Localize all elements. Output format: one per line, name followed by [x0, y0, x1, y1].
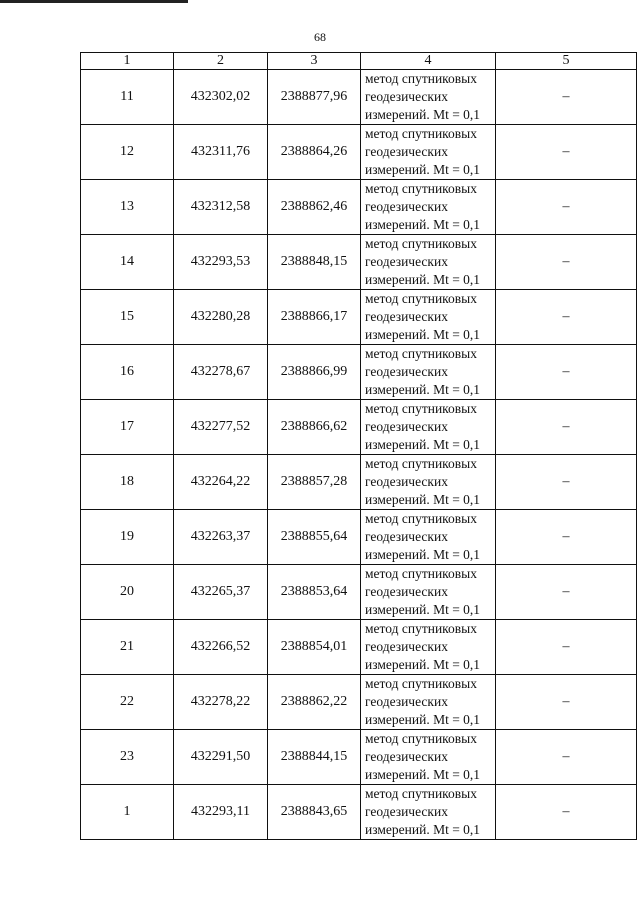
- table-row: [81, 785, 637, 840]
- note-cell: –: [496, 620, 637, 675]
- method-line: метод спутниковых: [365, 401, 477, 416]
- note-cell: –: [496, 455, 637, 510]
- method-line: метод спутниковых: [365, 236, 477, 251]
- x-coordinate-cell: 432311,76: [174, 125, 268, 180]
- table-row: [81, 125, 637, 180]
- method-line: метод спутниковых: [365, 456, 477, 471]
- method-line: измерений. Mt = 0,1: [365, 272, 481, 287]
- note-cell: –: [496, 235, 637, 290]
- point-number-cell: 11: [81, 70, 174, 125]
- header-col-3: 3: [268, 53, 361, 70]
- method-line: геодезических: [365, 694, 448, 709]
- method-line: геодезических: [365, 89, 448, 104]
- header-col-4: 4: [361, 53, 496, 70]
- method-line: метод спутниковых: [365, 71, 477, 86]
- table-row: [81, 510, 637, 565]
- x-coordinate-cell: 432266,52: [174, 620, 268, 675]
- point-number-cell: 23: [81, 730, 174, 785]
- method-line: геодезических: [365, 639, 448, 654]
- y-coordinate-cell: 2388877,96: [268, 70, 361, 125]
- table-row: [81, 565, 637, 620]
- note-cell: –: [496, 675, 637, 730]
- method-line: метод спутниковых: [365, 621, 477, 636]
- method-line: измерений. Mt = 0,1: [365, 217, 481, 232]
- method-line: геодезических: [365, 144, 448, 159]
- y-coordinate-cell: 2388864,26: [268, 125, 361, 180]
- method-line: метод спутниковых: [365, 676, 477, 691]
- coordinates-table: [80, 52, 637, 840]
- note-cell: –: [496, 290, 637, 345]
- header-col-5: 5: [496, 53, 637, 70]
- x-coordinate-cell: 432265,37: [174, 565, 268, 620]
- point-number-cell: 21: [81, 620, 174, 675]
- method-line: измерений. Mt = 0,1: [365, 657, 481, 672]
- note-cell: –: [496, 565, 637, 620]
- method-line: измерений. Mt = 0,1: [365, 822, 481, 837]
- y-coordinate-cell: 2388854,01: [268, 620, 361, 675]
- table-row: [81, 70, 637, 125]
- method-line: метод спутниковых: [365, 566, 477, 581]
- method-line: метод спутниковых: [365, 291, 477, 306]
- method-line: измерений. Mt = 0,1: [365, 547, 481, 562]
- method-cell: [361, 785, 496, 840]
- table-row: [81, 730, 637, 785]
- note-cell: –: [496, 180, 637, 235]
- method-line: геодезических: [365, 364, 448, 379]
- method-cell: [361, 565, 496, 620]
- method-cell: [361, 620, 496, 675]
- point-number-cell: 22: [81, 675, 174, 730]
- method-line: измерений. Mt = 0,1: [365, 162, 481, 177]
- method-line: геодезических: [365, 804, 448, 819]
- page-number: 68: [314, 30, 326, 44]
- table-body: [81, 70, 637, 840]
- method-line: геодезических: [365, 309, 448, 324]
- x-coordinate-cell: 432278,22: [174, 675, 268, 730]
- note-cell: –: [496, 70, 637, 125]
- table-row: [81, 675, 637, 730]
- method-cell: [361, 180, 496, 235]
- method-line: измерений. Mt = 0,1: [365, 327, 481, 342]
- note-cell: –: [496, 785, 637, 840]
- method-line: геодезических: [365, 254, 448, 269]
- method-line: измерений. Mt = 0,1: [365, 437, 481, 452]
- method-line: измерений. Mt = 0,1: [365, 712, 481, 727]
- method-line: метод спутниковых: [365, 786, 477, 801]
- table-row: [81, 235, 637, 290]
- note-cell: –: [496, 400, 637, 455]
- point-number-cell: 1: [81, 785, 174, 840]
- x-coordinate-cell: 432278,67: [174, 345, 268, 400]
- method-cell: [361, 510, 496, 565]
- header-col-2: 2: [174, 53, 268, 70]
- y-coordinate-cell: 2388857,28: [268, 455, 361, 510]
- method-line: измерений. Mt = 0,1: [365, 382, 481, 397]
- table-row: [81, 345, 637, 400]
- point-number-cell: 12: [81, 125, 174, 180]
- x-coordinate-cell: 432302,02: [174, 70, 268, 125]
- method-line: метод спутниковых: [365, 126, 477, 141]
- y-coordinate-cell: 2388843,65: [268, 785, 361, 840]
- note-cell: –: [496, 730, 637, 785]
- y-coordinate-cell: 2388866,17: [268, 290, 361, 345]
- method-line: метод спутниковых: [365, 511, 477, 526]
- method-line: геодезических: [365, 199, 448, 214]
- point-number-cell: 14: [81, 235, 174, 290]
- y-coordinate-cell: 2388866,99: [268, 345, 361, 400]
- point-number-cell: 13: [81, 180, 174, 235]
- header-col-1: 1: [81, 53, 174, 70]
- y-coordinate-cell: 2388844,15: [268, 730, 361, 785]
- x-coordinate-cell: 432293,11: [174, 785, 268, 840]
- x-coordinate-cell: 432280,28: [174, 290, 268, 345]
- method-line: измерений. Mt = 0,1: [365, 767, 481, 782]
- method-line: геодезических: [365, 749, 448, 764]
- point-number-cell: 19: [81, 510, 174, 565]
- x-coordinate-cell: 432293,53: [174, 235, 268, 290]
- note-cell: –: [496, 510, 637, 565]
- method-line: геодезических: [365, 474, 448, 489]
- table-row: [81, 400, 637, 455]
- y-coordinate-cell: 2388855,64: [268, 510, 361, 565]
- method-cell: [361, 235, 496, 290]
- method-line: измерений. Mt = 0,1: [365, 602, 481, 617]
- method-line: геодезических: [365, 584, 448, 599]
- table-row: [81, 455, 637, 510]
- x-coordinate-cell: 432264,22: [174, 455, 268, 510]
- y-coordinate-cell: 2388853,64: [268, 565, 361, 620]
- note-cell: –: [496, 125, 637, 180]
- point-number-cell: 20: [81, 565, 174, 620]
- point-number-cell: 16: [81, 345, 174, 400]
- method-line: метод спутниковых: [365, 181, 477, 196]
- method-line: геодезических: [365, 529, 448, 544]
- method-line: измерений. Mt = 0,1: [365, 492, 481, 507]
- point-number-cell: 17: [81, 400, 174, 455]
- method-line: метод спутниковых: [365, 346, 477, 361]
- point-number-cell: 15: [81, 290, 174, 345]
- x-coordinate-cell: 432291,50: [174, 730, 268, 785]
- method-cell: [361, 125, 496, 180]
- note-cell: –: [496, 345, 637, 400]
- x-coordinate-cell: 432312,58: [174, 180, 268, 235]
- table-row: [81, 180, 637, 235]
- table-row: [81, 290, 637, 345]
- method-cell: [361, 345, 496, 400]
- method-cell: [361, 455, 496, 510]
- x-coordinate-cell: 432263,37: [174, 510, 268, 565]
- y-coordinate-cell: 2388848,15: [268, 235, 361, 290]
- y-coordinate-cell: 2388866,62: [268, 400, 361, 455]
- method-cell: [361, 70, 496, 125]
- method-cell: [361, 400, 496, 455]
- top-rule: [0, 0, 188, 3]
- table-row: [81, 620, 637, 675]
- y-coordinate-cell: 2388862,46: [268, 180, 361, 235]
- x-coordinate-cell: 432277,52: [174, 400, 268, 455]
- y-coordinate-cell: 2388862,22: [268, 675, 361, 730]
- method-line: измерений. Mt = 0,1: [365, 107, 481, 122]
- method-cell: [361, 730, 496, 785]
- method-cell: [361, 290, 496, 345]
- point-number-cell: 18: [81, 455, 174, 510]
- method-cell: [361, 675, 496, 730]
- method-line: геодезических: [365, 419, 448, 434]
- method-line: метод спутниковых: [365, 731, 477, 746]
- table-header-row: [81, 53, 637, 70]
